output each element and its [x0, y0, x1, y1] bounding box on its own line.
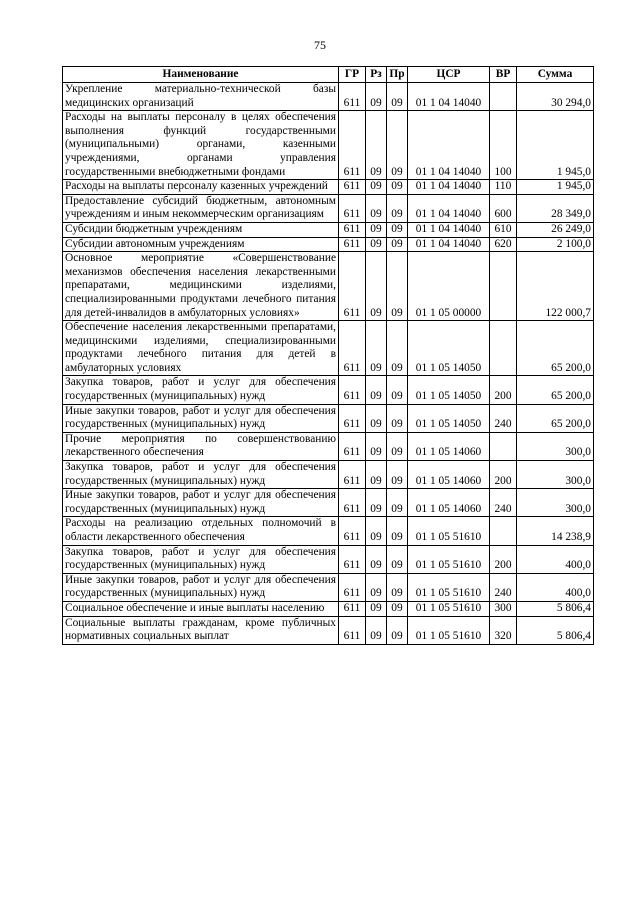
row-gr: 611 — [339, 545, 366, 573]
table-row — [63, 616, 594, 644]
row-csr: 01 1 05 14050 — [408, 376, 490, 404]
row-rz: 09 — [366, 222, 387, 237]
row-pr: 09 — [387, 321, 408, 376]
table-row — [63, 461, 594, 489]
row-sum: 14 238,9 — [517, 517, 594, 545]
table-row — [63, 83, 594, 111]
row-sum: 5 806,4 — [517, 601, 594, 616]
row-pr: 09 — [387, 194, 408, 222]
row-sum: 30 294,0 — [517, 83, 594, 111]
row-sum: 26 249,0 — [517, 222, 594, 237]
row-sum: 2 100,0 — [517, 237, 594, 252]
row-gr: 611 — [339, 376, 366, 404]
row-csr: 01 1 04 14040 — [408, 111, 490, 180]
row-sum: 65 200,0 — [517, 321, 594, 376]
row-csr: 01 1 04 14040 — [408, 180, 490, 195]
table-row — [63, 517, 594, 545]
row-pr: 09 — [387, 237, 408, 252]
row-gr: 611 — [339, 222, 366, 237]
row-rz: 09 — [366, 489, 387, 517]
row-rz: 09 — [366, 601, 387, 616]
row-name: Субсидии бюджетным учреждениям — [63, 222, 339, 237]
row-csr: 01 1 05 51610 — [408, 573, 490, 601]
row-csr: 01 1 05 14060 — [408, 489, 490, 517]
row-gr: 611 — [339, 517, 366, 545]
row-vr: 240 — [490, 404, 517, 432]
row-gr: 611 — [339, 601, 366, 616]
row-rz: 09 — [366, 545, 387, 573]
table-row — [63, 180, 594, 195]
row-rz: 09 — [366, 111, 387, 180]
table-row — [63, 111, 594, 180]
row-sum: 1 945,0 — [517, 111, 594, 180]
row-name: Закупка товаров, работ и услуг для обеспечения государственных (муниципальных) нужд — [63, 376, 339, 404]
header-sum: Сумма — [517, 67, 594, 83]
row-name: Иные закупки товаров, работ и услуг для обеспечения государственных (муниципальных) нужд — [63, 489, 339, 517]
row-sum: 65 200,0 — [517, 376, 594, 404]
row-pr: 09 — [387, 601, 408, 616]
row-vr: 240 — [490, 573, 517, 601]
table-row — [63, 252, 594, 321]
row-csr: 01 1 05 51610 — [408, 545, 490, 573]
row-rz: 09 — [366, 432, 387, 460]
row-name: Укрепление материально-технической базы медицинских организаций — [63, 83, 339, 111]
row-sum: 122 000,7 — [517, 252, 594, 321]
row-sum: 300,0 — [517, 432, 594, 460]
row-vr: 620 — [490, 237, 517, 252]
row-vr: 610 — [490, 222, 517, 237]
row-sum: 5 806,4 — [517, 616, 594, 644]
row-sum: 28 349,0 — [517, 194, 594, 222]
row-sum: 300,0 — [517, 461, 594, 489]
row-name: Субсидии автономным учреждениям — [63, 237, 339, 252]
row-pr: 09 — [387, 376, 408, 404]
row-vr: 320 — [490, 616, 517, 644]
row-csr: 01 1 05 51610 — [408, 517, 490, 545]
row-rz: 09 — [366, 376, 387, 404]
row-gr: 611 — [339, 573, 366, 601]
row-pr: 09 — [387, 404, 408, 432]
row-rz: 09 — [366, 404, 387, 432]
row-name: Социальное обеспечение и иные выплаты населению — [63, 601, 339, 616]
row-gr: 611 — [339, 237, 366, 252]
row-gr: 611 — [339, 321, 366, 376]
row-csr: 01 1 05 14060 — [408, 461, 490, 489]
row-rz: 09 — [366, 321, 387, 376]
header-name: Наименование — [63, 67, 339, 83]
row-pr: 09 — [387, 461, 408, 489]
row-rz: 09 — [366, 237, 387, 252]
header-csr: ЦСР — [408, 67, 490, 83]
row-vr: 200 — [490, 376, 517, 404]
row-sum: 400,0 — [517, 545, 594, 573]
row-name: Социальные выплаты гражданам, кроме публичных нормативных социальных выплат — [63, 616, 339, 644]
row-gr: 611 — [339, 489, 366, 517]
row-pr: 09 — [387, 489, 408, 517]
row-vr: 200 — [490, 461, 517, 489]
row-vr: 200 — [490, 545, 517, 573]
row-pr: 09 — [387, 432, 408, 460]
row-pr: 09 — [387, 616, 408, 644]
row-csr: 01 1 05 14060 — [408, 432, 490, 460]
row-rz: 09 — [366, 517, 387, 545]
row-vr — [490, 321, 517, 376]
row-vr: 600 — [490, 194, 517, 222]
table-row — [63, 545, 594, 573]
row-rz: 09 — [366, 194, 387, 222]
table-row — [63, 404, 594, 432]
row-vr: 110 — [490, 180, 517, 195]
row-pr: 09 — [387, 180, 408, 195]
row-csr: 01 1 04 14040 — [408, 222, 490, 237]
table-row — [63, 432, 594, 460]
header-pr: Пр — [387, 67, 408, 83]
row-rz: 09 — [366, 180, 387, 195]
row-vr — [490, 252, 517, 321]
row-csr: 01 1 05 14050 — [408, 404, 490, 432]
row-sum: 300,0 — [517, 489, 594, 517]
row-name: Прочие мероприятия по совершенствованию лекарственного обеспечения — [63, 432, 339, 460]
row-vr — [490, 432, 517, 460]
row-csr: 01 1 04 14040 — [408, 237, 490, 252]
row-csr: 01 1 04 14040 — [408, 194, 490, 222]
row-pr: 09 — [387, 252, 408, 321]
header-gr: ГР — [339, 67, 366, 83]
row-name: Расходы на реализацию отдельных полномочий в области лекарственного обеспечения — [63, 517, 339, 545]
row-vr — [490, 517, 517, 545]
row-pr: 09 — [387, 573, 408, 601]
row-gr: 611 — [339, 111, 366, 180]
row-rz: 09 — [366, 83, 387, 111]
row-csr: 01 1 05 00000 — [408, 252, 490, 321]
row-gr: 611 — [339, 432, 366, 460]
row-csr: 01 1 05 51610 — [408, 616, 490, 644]
table-body — [63, 83, 594, 645]
row-pr: 09 — [387, 222, 408, 237]
row-name: Расходы на выплаты персоналу в целях обеспечения выполнения функций государственными (муниципальными) органами, казенными учреждениями, органами управления государственными внебюджетными фондами — [63, 111, 339, 180]
row-csr: 01 1 05 14050 — [408, 321, 490, 376]
row-gr: 611 — [339, 180, 366, 195]
row-gr: 611 — [339, 83, 366, 111]
row-vr: 300 — [490, 601, 517, 616]
row-pr: 09 — [387, 517, 408, 545]
row-name: Предоставление субсидий бюджетным, автономным учреждениям и иным некоммерческим организациям — [63, 194, 339, 222]
table-row — [63, 489, 594, 517]
row-name: Основное мероприятие «Совершенствование механизмов обеспечения населения лекарственными препаратами, медицинскими изделиями, специализированными продуктами лечебного питания для детей-инвалидов в амбулаторных условиях» — [63, 252, 339, 321]
table-header-row — [63, 67, 594, 83]
row-name: Иные закупки товаров, работ и услуг для обеспечения государственных (муниципальных) нужд — [63, 404, 339, 432]
header-rz: Рз — [366, 67, 387, 83]
header-vr: ВР — [490, 67, 517, 83]
row-rz: 09 — [366, 461, 387, 489]
row-rz: 09 — [366, 252, 387, 321]
row-rz: 09 — [366, 573, 387, 601]
table-row — [63, 376, 594, 404]
row-rz: 09 — [366, 616, 387, 644]
table-row — [63, 194, 594, 222]
row-gr: 611 — [339, 404, 366, 432]
row-sum: 65 200,0 — [517, 404, 594, 432]
row-name: Обеспечение населения лекарственными препаратами, медицинскими изделиями, специализированными продуктами лечебного питания для детей в амбулаторных условиях — [63, 321, 339, 376]
row-pr: 09 — [387, 111, 408, 180]
row-csr: 01 1 05 51610 — [408, 601, 490, 616]
row-gr: 611 — [339, 252, 366, 321]
table-row — [63, 601, 594, 616]
row-vr: 240 — [490, 489, 517, 517]
row-vr — [490, 83, 517, 111]
row-pr: 09 — [387, 83, 408, 111]
row-name: Иные закупки товаров, работ и услуг для обеспечения государственных (муниципальных) нужд — [63, 573, 339, 601]
row-name: Расходы на выплаты персоналу казенных учреждений — [63, 180, 339, 195]
row-pr: 09 — [387, 545, 408, 573]
table-row — [63, 222, 594, 237]
row-csr: 01 1 04 14040 — [408, 83, 490, 111]
row-gr: 611 — [339, 461, 366, 489]
row-gr: 611 — [339, 616, 366, 644]
budget-table — [62, 66, 594, 645]
row-gr: 611 — [339, 194, 366, 222]
row-sum: 1 945,0 — [517, 180, 594, 195]
row-vr: 100 — [490, 111, 517, 180]
row-sum: 400,0 — [517, 573, 594, 601]
table-row — [63, 573, 594, 601]
row-name: Закупка товаров, работ и услуг для обеспечения государственных (муниципальных) нужд — [63, 545, 339, 573]
row-name: Закупка товаров, работ и услуг для обеспечения государственных (муниципальных) нужд — [63, 461, 339, 489]
table-row — [63, 237, 594, 252]
page-number: 75 — [314, 38, 326, 52]
table-row — [63, 321, 594, 376]
